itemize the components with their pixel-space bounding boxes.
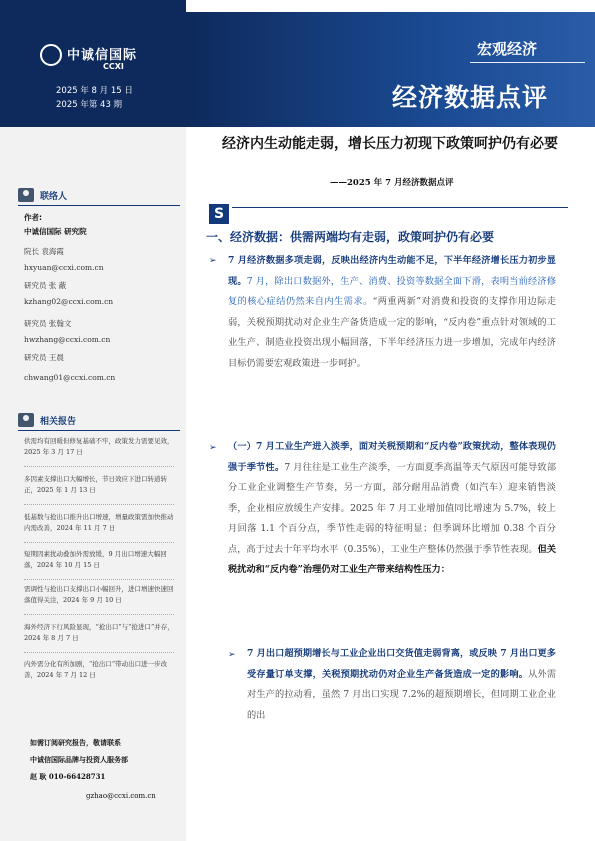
divider: [24, 466, 174, 467]
subscribe-note: 如需订阅研究报告，敬请联系: [30, 738, 121, 747]
related-report-link[interactable]: 需调性与抢出口支撑出口小幅回升，进口增速快速回落值得关注，2024 年 9 月 10 日: [24, 585, 174, 604]
author-role: 研究员 张 蔽: [24, 281, 67, 290]
author-role: 研究员 王晨: [24, 353, 64, 362]
paragraph-2: [228, 437, 556, 581]
author-email[interactable]: kzhang02@ccxi.com.cn: [24, 297, 114, 306]
report-icon: [18, 413, 34, 427]
paragraph-2-lead: （一）7 月工业生产进入淡季，面对关税预期和“反内卷”政策扰动，整体表现仍强于季节性。: [228, 441, 556, 473]
paragraph-1-highlight: 7 月，除出口数据外，生产、消费、投资等数据全面下滑，表明当前经济修复的核心症结仍然来自内生需求。: [228, 275, 557, 307]
related-report-link[interactable]: 供需均有回暖但修复基础不牢，政策发力需要见效，2025 年 3 月 17 日: [24, 437, 174, 456]
section-s-icon: S: [209, 204, 229, 224]
person-icon: [18, 188, 34, 202]
divider: [24, 504, 174, 505]
related-report-link[interactable]: 多因素支撑出口大幅增长，节日效应下进口转道转正，2025 年 1 月 13 日: [24, 475, 167, 494]
section-tag: 宏观经济: [477, 40, 538, 58]
logo-name: 中诚信国际: [67, 48, 138, 63]
author-email[interactable]: chwang01@ccxi.com.cn: [24, 373, 116, 382]
contacts-heading-label: 联络人: [40, 191, 68, 202]
section-heading: 一、经济数据：供需两端均有走弱，政策呵护仍有必要: [206, 230, 495, 244]
paragraph-2-rest: 7 月往往是工业生产淡季，一方面夏季高温等天气原因可能导致部分工业企业调整生产节奏，另一方面，部分耐用品消费（如汽车）迎来销售淡季，企业相应放缓生产安排。2025 年 7 月工业增加值同比增速为 5.7%，较上月回落 1.1 个百分点，季节性走弱的特征明显；但季调环比增加 0.38 个百分点，高于过去十年平均水平（0.35%），工业生产整体仍然强于季节性表现。: [228, 461, 557, 555]
contact-phone: 赵 耿 010-66428731: [30, 772, 106, 781]
divider: [24, 652, 174, 653]
section-rule: [232, 207, 568, 208]
report-title: 经济内生动能走弱，增长压力初现下政策呵护仍有必要: [222, 136, 558, 152]
author-email[interactable]: hxyuan@ccxi.com.cn: [24, 263, 104, 272]
report-date: 2025 年 8 月 15 日: [56, 86, 133, 96]
report-subtitle: ——2025 年 7 月经济数据点评: [330, 178, 454, 188]
related-heading-label: 相关报告: [40, 416, 77, 427]
paragraph-1-rest: “两重两新”对消费和投资的支撑作用边际走弱，关税预期扰动对企业生产备货造成一定的影响，“反内卷”重点针对领域的工业生产、制造业投资出现小幅回落，下半年经济压力进一步增加，完成年内经济目标仍需要宏观政策进一步呵护。: [228, 296, 556, 369]
contact-email[interactable]: gzhao@ccxi.com.cn: [86, 792, 156, 800]
paragraph-3-lead: 7 月出口超预期增长与工业企业出口交货值走弱背离，或反映 7 月出口更多受存量订单支撑，关税预期扰动仍对企业生产备货造成一定的影响。: [247, 648, 556, 680]
bullet-arrow-icon: ➢: [209, 443, 217, 453]
logo-icon: [40, 44, 62, 66]
bullet-arrow-icon: ➢: [228, 650, 236, 660]
divider: [24, 614, 174, 615]
section-tag-rule: [470, 62, 585, 63]
contacts-heading: [18, 188, 67, 202]
bullet-arrow-icon: ➢: [209, 256, 217, 266]
paragraph-3: [247, 644, 556, 726]
paragraph-3-rest: 从外需对生产的拉动看，虽然 7 月出口实现 7.2%的超预期增长，但同期工业企业的出: [247, 668, 557, 721]
paragraph-1: [228, 251, 556, 374]
related-report-link[interactable]: 短期因素扰动叠加外需放缓，9 月出口增速大幅回落，2024 年 10 月 15 日: [24, 550, 167, 569]
author-email[interactable]: hwzhang@ccxi.com.cn: [24, 335, 111, 344]
paragraph-2-tail: 但关税扰动和“反内卷”治理仍对工业生产带来结构性压力：: [228, 543, 557, 575]
contacts-rule: [18, 205, 180, 206]
author-role: 院长 袁海霞: [24, 247, 64, 256]
service-dept: 中诚信国际品牌与投资人服务部: [30, 755, 128, 764]
top-strip: [186, 0, 595, 12]
paragraph-1-lead: 7 月经济数据多项走弱，反映出经济内生动能不足，下半年经济增长压力初步显现。: [228, 255, 556, 287]
related-heading: [18, 413, 76, 427]
author-role: 研究员 张翰文: [24, 319, 72, 328]
institute-name: 中诚信国际 研究院: [24, 227, 87, 236]
related-rule: [18, 430, 180, 431]
divider: [24, 542, 174, 543]
report-issue: 2025 年第 43 期: [56, 100, 123, 110]
related-report-link[interactable]: 低基数与抢出口推升出口增速，增量政策需加快推动内需改善，2024 年 11 月 7 日: [24, 513, 174, 532]
divider: [24, 579, 174, 580]
related-report-link[interactable]: 海外经济下行风险显现，“抢出口”与“抢进口”并存，2024 年 8 月 7 日: [24, 623, 174, 642]
page-title: 经济数据点评: [392, 83, 549, 112]
related-report-link[interactable]: 内外需分化有所加剧，“抢出口”带动出口进一步改善，2024 年 7 月 12 日: [24, 660, 168, 679]
logo-sub: CCXI: [103, 62, 124, 71]
authors-label: 作者:: [24, 213, 42, 222]
